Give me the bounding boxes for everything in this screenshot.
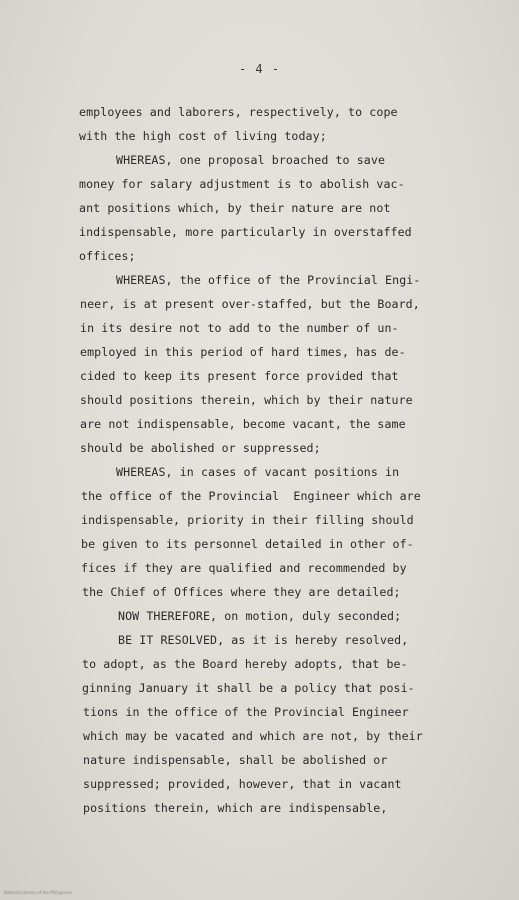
text-line: the office of the Provincial Engineer which are — [81, 489, 421, 503]
text-line: should be abolished or suppressed; — [80, 441, 321, 455]
text-line: offices; — [79, 249, 136, 263]
text-line: NOW THEREFORE, on motion, duly seconded; — [118, 609, 402, 623]
text-line: the Chief of Offices where they are detailed; — [82, 585, 401, 599]
text-line: cided to keep its present force provided that — [80, 369, 399, 383]
text-line: neer, is at present over-staffed, but the Board, — [80, 297, 420, 311]
text-line: are not indispensable, become vacant, the same — [80, 417, 406, 431]
text-line: money for salary adjustment is to abolish vac- — [79, 177, 405, 191]
text-line: employees and laborers, respectively, to cope — [79, 105, 398, 119]
text-line: employed in this period of hard times, has de- — [80, 345, 406, 359]
footer-watermark: National Library of the Philippines — [4, 890, 72, 895]
text-line: which may be vacated and which are not, by their — [83, 729, 423, 743]
text-line: WHEREAS, one proposal broached to save — [116, 153, 386, 167]
text-line: WHEREAS, the office of the Provincial Engi- — [116, 273, 421, 287]
text-line: should positions therein, which by their nature — [80, 393, 413, 407]
text-line: with the high cost of living today; — [79, 129, 327, 143]
text-line: to adopt, as the Board hereby adopts, that be- — [82, 657, 408, 671]
text-line: indispensable, priority in their filling should — [81, 513, 414, 527]
text-line: in its desire not to add to the number of un- — [80, 321, 399, 335]
text-line: ginning January it shall be a policy that posi- — [82, 681, 415, 695]
text-line: ant positions which, by their nature are not — [79, 201, 391, 215]
text-line: be given to its personnel detailed in other of- — [81, 537, 414, 551]
page-number: - 4 - — [238, 62, 281, 76]
text-line: nature indispensable, shall be abolished or — [83, 753, 388, 767]
text-line: suppressed; provided, however, that in vacant — [83, 777, 402, 791]
text-line: positions therein, which are indispensable, — [83, 801, 388, 815]
text-line: WHEREAS, in cases of vacant positions in — [116, 465, 400, 479]
text-line: BE IT RESOLVED, as it is hereby resolved, — [118, 633, 409, 647]
text-line: tions in the office of the Provincial Engineer — [83, 705, 409, 719]
text-line: indispensable, more particularly in overstaffed — [79, 225, 412, 239]
text-line: fices if they are qualified and recommended by — [81, 561, 407, 575]
